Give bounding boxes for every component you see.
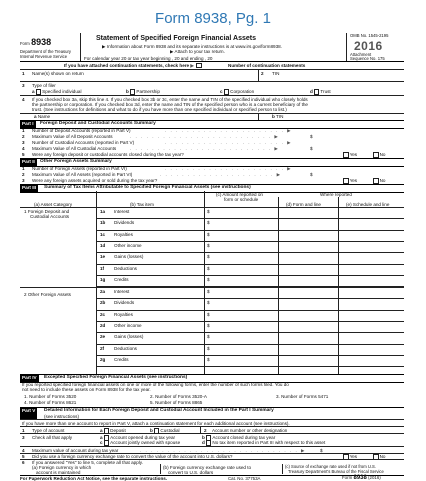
tax-item-amount[interactable]: $ <box>207 300 210 306</box>
category-2: 2 Other Foreign Assets <box>24 292 71 297</box>
checkbox-3d[interactable] <box>314 89 320 95</box>
rule <box>96 344 404 345</box>
page-title: Form 8938, Pg. 1 <box>155 10 271 27</box>
p5-6b-line-1[interactable]: (b) Foreign currency exchange rate used to <box>163 465 252 470</box>
part-5-title-1: Detailed Information for Each Foreign Deposit and Custodial Account Included in the Part I Summary <box>44 408 274 413</box>
tax-item-label: Royalties <box>114 311 133 317</box>
rule <box>96 252 404 253</box>
p5-6c-line-2: Treasury Department's Bureau of the Fiscal Service <box>288 468 384 474</box>
p5-exchange-rate-question: Did you use a foreign currency exchange rate to convert the value of the account into U.S. dollars? <box>32 454 233 459</box>
p5-max-value: Maximum value of account during tax year <box>32 447 119 453</box>
p5-num-1: 1 <box>22 428 25 433</box>
line-4-text-1: If you checked box 3a, skip this line 4. If you checked box 3b or 3c, enter the name and TIN of the specified individual who closely holds <box>32 97 308 102</box>
p5-yes-label: Yes <box>349 454 358 460</box>
p1-num-5: 5 <box>22 152 25 157</box>
col-e-header: (e) Schedule and line <box>346 202 390 207</box>
p2-no[interactable] <box>372 178 385 184</box>
tax-item-code: 1e <box>100 254 106 260</box>
footer-form-word: Form <box>342 475 353 480</box>
p1-row-3: Number of Custodial Accounts (reported in Part V) <box>32 140 135 145</box>
p5-deposit[interactable]: a Deposit <box>100 428 126 434</box>
tax-item-label: Deductions <box>114 345 137 351</box>
info-line-2: ▶ Attach to your tax return. <box>170 49 225 54</box>
filer-3d-label: Trust <box>320 89 331 95</box>
tax-item-amount[interactable]: $ <box>207 345 210 351</box>
tax-item-code: 2e <box>100 334 106 340</box>
dots: . . . . . . . . . . . . . . . . . . . . . ▶ <box>160 172 282 177</box>
line-4a-name[interactable]: a Name <box>34 114 51 119</box>
p1-num-3: 3 <box>22 140 25 145</box>
p5-line-6: If you answered "Yes" to line 5, complete all that apply. <box>32 460 144 465</box>
tax-item-label: Interest <box>114 209 130 214</box>
tax-item-label: Royalties <box>114 231 133 237</box>
tax-item-amount[interactable]: $ <box>207 220 210 226</box>
forms-5471-count[interactable]: 3. Number of Forms 5471 <box>276 394 329 399</box>
p5-type-of-account: Type of account <box>32 428 65 433</box>
forms-8865-count[interactable]: 5. Number of Forms 8865 <box>150 400 203 405</box>
line-4-text-3: trust. (See instructions for definitions and what to do if you have more than one specified individual or specified person to list.) <box>32 107 287 112</box>
forms-3520a-count[interactable]: 2. Number of Forms 3520-A <box>150 394 207 399</box>
p2-yes[interactable] <box>342 178 357 184</box>
p2-num-3: 3 <box>22 178 25 183</box>
tax-item-label: Credits <box>114 276 129 282</box>
divider <box>258 69 259 81</box>
p5-joint-checkbox[interactable] <box>104 440 110 446</box>
p2-row-1: Number of Foreign Assets (reported in Part VI) <box>32 166 127 171</box>
continuation-number-label: Number of continuation statements <box>228 62 306 68</box>
p1-row-5: Were any foreign deposit or custodial accounts closed during the tax year? <box>32 152 184 157</box>
tax-item-code: 1d <box>100 242 106 248</box>
category-1-line-2: Custodial Accounts <box>30 214 70 219</box>
filer-3b[interactable]: b Partnership <box>126 89 160 95</box>
tax-item-label: Other income <box>114 242 142 248</box>
p5-joint[interactable]: c Account jointly owned with spouse <box>100 440 181 446</box>
category-1-line-1: 1 Foreign Deposit and <box>24 209 70 214</box>
dept-label: Department of the Treasury <box>20 49 71 54</box>
tax-item-amount[interactable]: $ <box>207 209 210 214</box>
rule <box>20 426 404 427</box>
tax-item-amount[interactable]: $ <box>207 289 210 294</box>
footer-form <box>342 475 381 481</box>
rule <box>20 287 404 288</box>
tax-item-label: Interest <box>114 289 130 294</box>
p5-check-all: Check all that apply <box>32 435 73 440</box>
p2-no-checkbox[interactable] <box>373 178 379 184</box>
tax-item-amount[interactable]: $ <box>207 356 210 362</box>
continuation-check[interactable]: If you have attached continuation statements, check here ▶ <box>64 63 203 69</box>
p5-custodial-label: Custodial <box>160 428 180 434</box>
tax-item-amount[interactable]: $ <box>207 322 210 328</box>
rule <box>96 275 404 276</box>
tax-item-code: 2a <box>100 289 106 294</box>
tax-item-label: Credits <box>114 356 129 362</box>
form-label <box>20 37 51 47</box>
tax-item-code: 1a <box>100 209 106 214</box>
col-d-header: (d) Form and line <box>286 202 321 207</box>
p5-6a-line-1[interactable]: (a) Foreign currency in which <box>32 465 92 470</box>
p2-dollar-2[interactable]: $ <box>310 172 313 177</box>
p5-6b-line-2: convert to U.S. dollars <box>168 469 214 475</box>
col-c-line-1: (c) Amount reported on <box>216 192 263 197</box>
tax-item-code: 1c <box>100 231 106 237</box>
filer-3c-label: Corporation <box>230 89 255 95</box>
p1-no-label: No <box>379 152 386 158</box>
p1-dollar-2[interactable]: $ <box>310 134 313 139</box>
rule <box>20 207 404 208</box>
p5-account-number[interactable]: Account number or other designation <box>212 428 288 433</box>
p5-no-label: No <box>379 454 386 460</box>
part-4-text-1: If you reported specified foreign financial assets on one or more of the following forms, enter the number of such forms filed. You do <box>22 382 289 387</box>
p1-dollar-4[interactable]: $ <box>310 146 313 151</box>
header-divider-right <box>346 33 347 61</box>
filer-3a-label: Specified individual <box>42 89 82 95</box>
rule <box>96 218 404 219</box>
col-where-reported: Where reported <box>320 192 352 197</box>
header-divider-left <box>80 33 81 61</box>
filer-3a[interactable]: a Specified individual <box>32 89 82 95</box>
tax-item-amount[interactable]: $ <box>207 254 210 260</box>
checkbox-3b[interactable] <box>130 89 136 95</box>
tax-item-label: Dividends <box>114 220 135 226</box>
p5-num-6: 6 <box>22 460 25 465</box>
p5-6c-line-1[interactable]: (c) Source of exchange rate used if not from U.S. <box>285 464 377 469</box>
p1-no-checkbox[interactable] <box>373 152 379 158</box>
tax-item-code: 1b <box>100 220 106 226</box>
tax-item-code: 2g <box>100 356 106 362</box>
line-4-text-2: the partnership or corporation. If you checked box 3d, enter the name and TIN of the specified person who is a current beneficiary of the <box>32 102 308 107</box>
rule <box>96 355 404 356</box>
p1-row-2: Maximum Value of All Deposit Accounts <box>32 134 113 139</box>
divider <box>282 464 283 474</box>
rule <box>96 366 404 367</box>
divider <box>200 426 201 433</box>
p5-custodial[interactable]: b Custodial <box>150 428 180 434</box>
rule <box>96 264 404 265</box>
p5-closed-label: Account closed during tax year <box>212 435 276 441</box>
filer-3b-label: Partnership <box>136 89 160 95</box>
p5-no-tax-item-label: No tax item reported in Part III with respect to this asset <box>212 440 326 446</box>
dots: . . . . . . . . . . . . . . . . . . . . . . . . . . ▶ <box>130 146 280 151</box>
p5-max-value-dollar[interactable]: $ <box>320 447 323 453</box>
p1-row-4: Maximum Value of All Custodial Accounts <box>32 146 117 151</box>
line-num-2: 2 <box>261 71 264 76</box>
rule <box>20 69 404 70</box>
footer-form-number: 8938 <box>353 475 367 481</box>
attachment-label: Attachment <box>350 52 372 57</box>
tax-item-code: 2f <box>100 345 105 351</box>
part-4-text-2: not need to include these assets on Form 8938 for the tax year. <box>22 387 151 392</box>
sequence-number: Sequence No. 175 <box>350 56 385 61</box>
part-5-intro: If you have more than one account to report in Part V, attach a continuation statement for each additional account (see instructions). <box>22 421 290 426</box>
rule <box>96 310 404 311</box>
tax-year: 2016 <box>354 39 383 53</box>
tax-item-label: Deductions <box>114 265 137 271</box>
p2-row-2: Maximum Value of All Assets (reported in Part VI) <box>32 172 133 177</box>
p2-no-label: No <box>379 178 386 184</box>
divider <box>258 113 259 120</box>
p1-num-1: 1 <box>22 128 25 133</box>
tax-item-code: 2b <box>100 300 106 306</box>
p2-num-1: 1 <box>22 166 25 171</box>
line-4b-label: TIN <box>276 114 284 119</box>
p1-no[interactable] <box>372 152 385 158</box>
part-2-title: Other Foreign Assets Summary <box>40 159 112 164</box>
p5-opened[interactable]: a Account opened during tax year <box>100 435 176 441</box>
tax-item-code: 2d <box>100 322 106 328</box>
p1-num-4: 4 <box>22 146 25 151</box>
tax-item-amount[interactable]: $ <box>207 311 210 317</box>
p1-yes-label: Yes <box>349 152 358 158</box>
col-c-line-2: form or schedule <box>224 197 259 202</box>
dots: . . . . . . . . . . . . . . . . . . . . . . . . . . . . . ▶ <box>140 447 307 453</box>
p5-joint-label: Account jointly owned with spouse <box>110 440 181 446</box>
line-4a-label: Name <box>37 114 51 119</box>
p2-yes-label: Yes <box>349 178 358 184</box>
info-line-1: ▶ Information about Form 8938 and its separate instructions is at www.irs.gov/form8938. <box>102 44 282 49</box>
tax-item-amount[interactable]: $ <box>207 242 210 248</box>
form-word: Form <box>20 41 30 46</box>
checkbox-3c[interactable] <box>224 89 230 95</box>
line-1-name[interactable]: Name(s) shown on return <box>32 71 84 76</box>
tax-item-amount[interactable]: $ <box>207 334 210 340</box>
dots: . . . . . . . . . . . . . . . . . . . . . . ▶ <box>165 166 293 171</box>
line-num-4: 4 <box>22 97 25 102</box>
part-1-tag: Part I <box>22 121 34 126</box>
form-8938 <box>20 33 404 477</box>
p5-num-3: 3 <box>22 435 25 440</box>
part-3-tag: Part III <box>22 185 37 190</box>
tax-item-amount[interactable]: $ <box>207 231 210 237</box>
filer-3c[interactable]: c Corporation <box>220 89 255 95</box>
rule <box>20 113 404 114</box>
checkbox-3a[interactable] <box>36 89 42 95</box>
rule <box>96 241 404 242</box>
tax-item-label: Other income <box>114 322 142 328</box>
p1-yes[interactable] <box>342 152 357 158</box>
p5-no-tax-item-checkbox[interactable] <box>206 440 212 446</box>
part-1-title: Foreign Deposit and Custodial Accounts Summary <box>40 121 156 126</box>
dots: . . . . . . . . . . . . . . . . . . . . . . ▶ <box>165 140 293 145</box>
tax-item-code: 2c <box>100 311 106 317</box>
p5-opened-label: Account opened during tax year <box>110 435 176 441</box>
p2-num-2: 2 <box>22 172 25 177</box>
forms-8621-count[interactable]: 4. Number of Forms 8621 <box>24 400 77 405</box>
part-4-title: Excepted Specified Foreign Financial Assets (see instructions) <box>44 375 188 380</box>
tax-item-code: 1f <box>100 265 105 271</box>
p5-num-5: 5 <box>22 454 25 459</box>
tax-item-label: Gains (losses) <box>114 334 144 340</box>
form-number: 8938 <box>31 37 52 47</box>
part-4-tag: Part IV <box>22 375 37 380</box>
tax-item-label: Dividends <box>114 300 135 306</box>
footer-cat-no: Cat. No. 37753A <box>228 476 261 481</box>
p5-num-4: 4 <box>22 447 25 453</box>
p1-num-2: 2 <box>22 134 25 139</box>
calendar-year-line: For calendar year 20 or tax year beginning , 20 and ending , 20 <box>84 55 213 61</box>
tax-item-code: 1g <box>100 276 106 282</box>
omb-number: OMB No. 1545-2195 <box>350 33 389 38</box>
rule <box>20 81 404 82</box>
continuation-label: If you have attached continuation statements, check here <box>64 62 190 68</box>
p5-6a-line-2: account is maintained <box>36 469 81 475</box>
forms-3520-count[interactable]: 1. Number of Forms 3520 <box>24 394 77 399</box>
dots: . . . . . . . . . . . . . . . . . . . . . . ▶ <box>165 128 293 133</box>
rule <box>96 230 404 231</box>
continuation-checkbox[interactable] <box>196 63 202 69</box>
line-4b-tin[interactable]: b TIN <box>272 114 284 119</box>
filer-3d[interactable]: d Trust <box>310 89 331 95</box>
p2-yes-checkbox[interactable] <box>343 178 349 184</box>
rule <box>20 95 404 96</box>
tax-item-label: Gains (losses) <box>114 254 144 260</box>
tax-item-amount[interactable]: $ <box>207 276 210 282</box>
rule <box>96 321 404 322</box>
part-5-title-2: (see instructions) <box>44 413 79 419</box>
rule <box>96 332 404 333</box>
col-a-header: (a) Asset Category <box>34 202 73 207</box>
line-num-1: 1 <box>22 71 25 76</box>
footer-notice: For Paperwork Reduction Act Notice, see the separate instructions. <box>20 476 168 481</box>
part-2-tag: Part II <box>22 159 35 164</box>
footer-form-year: (2016) <box>368 475 381 480</box>
part-5-tag: Part V <box>20 408 37 419</box>
line-num-3: 3 <box>22 83 25 88</box>
line-3-type-of-filer: Type of filer <box>32 83 56 88</box>
form-title: Statement of Specified Foreign Financial Assets <box>96 35 256 42</box>
rule <box>96 298 404 299</box>
col-b-header: (b) Tax item <box>130 202 154 207</box>
divider <box>160 464 161 474</box>
dots: . . . . . . . . . . . . . . . . . . . . . . . . . . ▶ <box>130 134 280 139</box>
rule <box>20 433 404 434</box>
p5-closed[interactable]: b Account closed during tax year <box>202 435 276 441</box>
p2-row-3: Were any foreign assets acquired or sold during the tax year? <box>32 178 158 183</box>
irs-label: Internal Revenue Service <box>20 53 68 59</box>
tax-item-amount[interactable]: $ <box>207 265 210 271</box>
p5-num-2: 2 <box>204 428 207 433</box>
p1-yes-checkbox[interactable] <box>343 152 349 158</box>
line-2-tin[interactable]: TIN <box>272 71 280 76</box>
p1-row-1: Number of Deposit Accounts (reported in Part V) <box>32 128 131 133</box>
p5-deposit-label: Deposit <box>110 428 126 434</box>
p5-no-tax-item[interactable]: d No tax item reported in Part III with respect to this asset <box>202 440 326 446</box>
part-3-title: Summary of Tax Items Attributable to Specified Foreign Financial Assets (see instructions) <box>44 185 251 190</box>
rule <box>20 419 404 420</box>
